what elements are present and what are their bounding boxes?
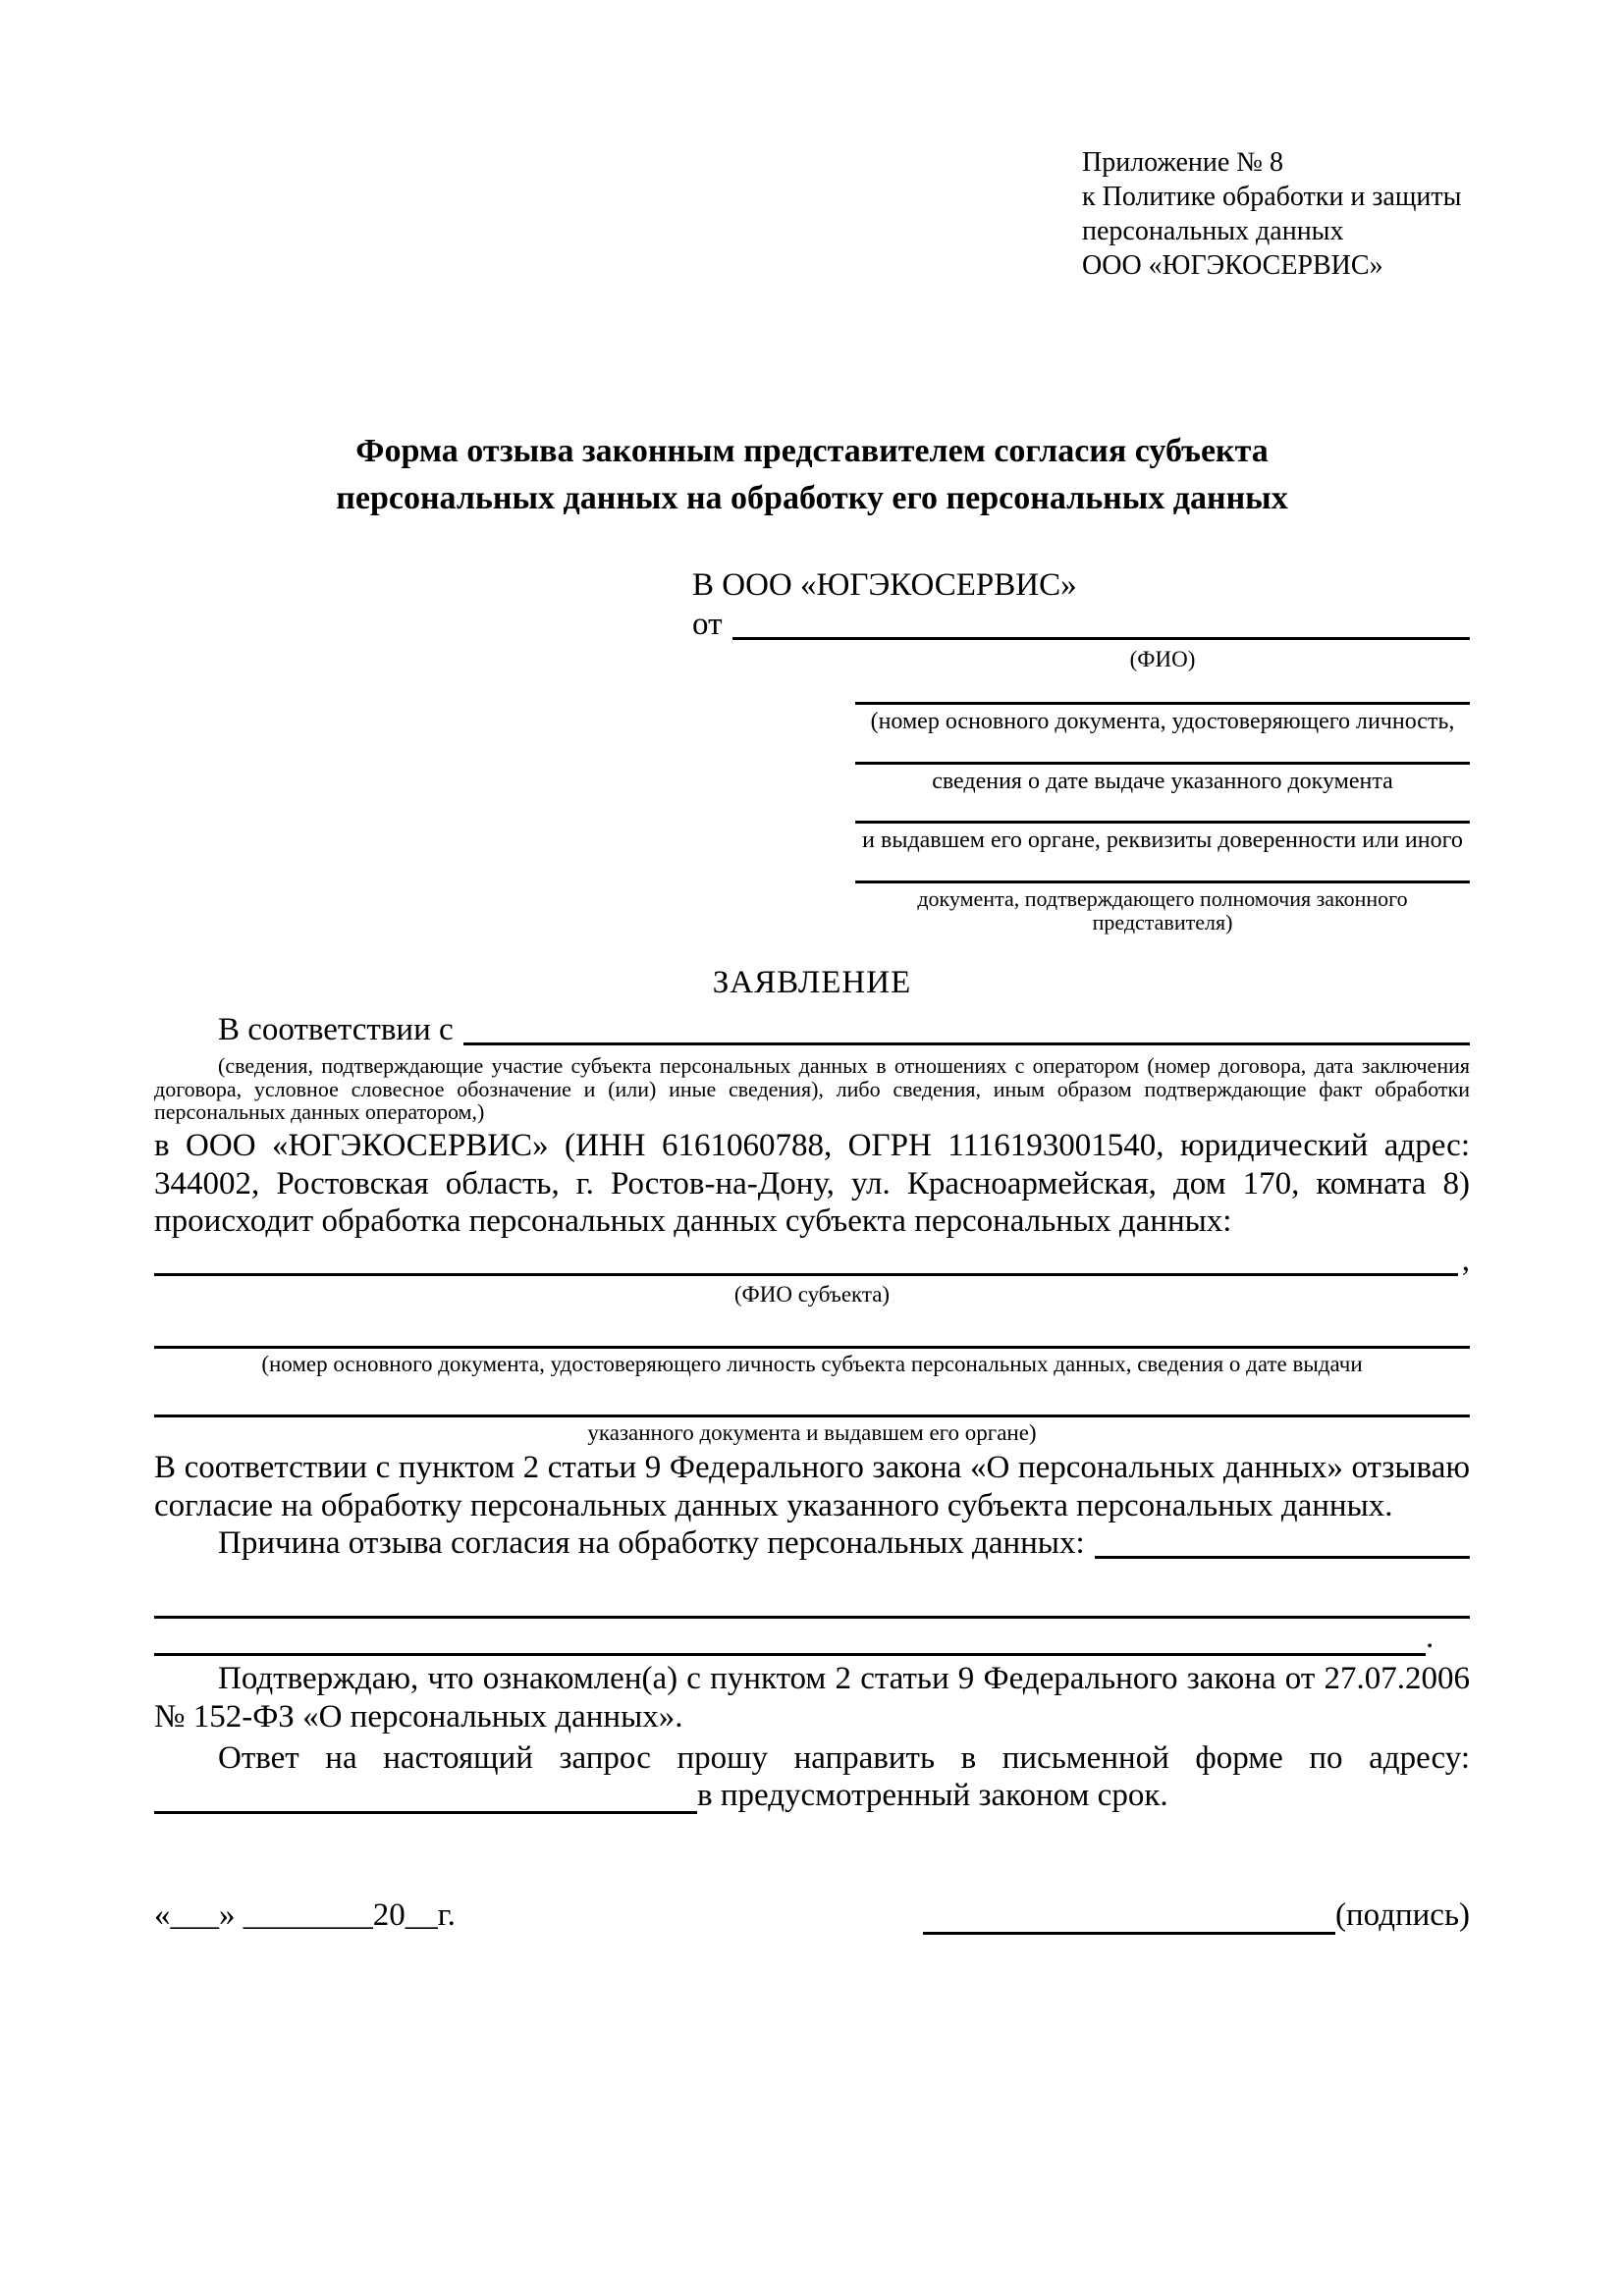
title-line-1: Форма отзыва законным представителем согласия субъекта	[355, 433, 1269, 469]
addressee-from-row	[692, 606, 1470, 643]
representative-doc-field-3[interactable]	[855, 794, 1470, 824]
confirm-paragraph: Подтверждаю, что ознакомлен(а) с пунктом 2 статьи 9 Федерального закона от 27.07.2006 № 152-ФЗ «О персональных данных».	[154, 1661, 1470, 1735]
subject-doc-caption-1: (номер основного документа, удостоверяющего личность субъекта персональных данных, сведения о дате выдачи	[261, 1351, 1363, 1376]
intro-prefix: В соответствии с	[218, 1012, 454, 1048]
subject-name-comma: ,	[1461, 1243, 1470, 1279]
reason-field-line-2[interactable]	[154, 1562, 1470, 1619]
signature-caption: (подпись)	[1335, 1897, 1470, 1934]
reason-field[interactable]	[1095, 1524, 1470, 1559]
relation-details-caption: (сведения, подтверждающие участие субъекта персональных данных в отношениях с оператором (номер договора, дата заключения договора, условное словесное обозначение и (или) иные сведения), либо сведения, иным образом подтверждающие факт обработки персональных данных оператором,)	[154, 1053, 1470, 1125]
reply-suffix: в предусмотренный законом срок.	[697, 1778, 1168, 1814]
subject-name-row	[154, 1242, 1470, 1279]
subject-doc-field-1[interactable]	[154, 1308, 1470, 1349]
date-field[interactable]: «___» ________20__г.	[154, 1897, 456, 1934]
representative-doc-block	[855, 643, 1470, 934]
signature-footer	[154, 1896, 1470, 1934]
reason-field-line-3-row	[154, 1619, 1470, 1656]
doc-caption-3: и выдавшем его органе, реквизиты доверенности или иного	[862, 828, 1463, 854]
reply-prefix: Ответ на настоящий запрос прошу направить в письменной форме по адресу:	[218, 1739, 1470, 1776]
subject-doc-caption-2: указанного документа и выдавшем его органе)	[587, 1420, 1037, 1446]
appendix-policy-line2: персональных данных	[1082, 216, 1344, 246]
intro-row	[154, 1011, 1470, 1048]
operator-paragraph: в ООО «ЮГЭКОСЕРВИС» (ИНН 6161060788, ОГРН 1116193001540, юридический адрес: 344002, Ростовская область, г. Ростов-на-Дону, ул. Красноармейская, дом 170, комната 8) происходит обработка персональных данных субъекта персональных данных:	[154, 1128, 1470, 1239]
addressee-to: В ООО «ЮГЭКОСЕРВИС»	[692, 567, 1077, 604]
reason-prefix: Причина отзыва согласия на обработку персональных данных:	[218, 1524, 1085, 1561]
reply-address-row	[154, 1777, 1470, 1814]
appendix-header	[1082, 145, 1470, 283]
reason-row	[154, 1524, 1470, 1562]
representative-doc-field-4[interactable]	[855, 854, 1470, 883]
fio-caption: (ФИО)	[1129, 647, 1196, 672]
signature-field[interactable]	[923, 1904, 1335, 1935]
addressee-block	[692, 566, 1470, 934]
representative-doc-field-1[interactable]	[855, 671, 1470, 705]
doc-caption-1: (номер основного документа, удостоверяющего личность,	[870, 709, 1455, 735]
statement-heading: ЗАЯВЛЕНИЕ	[712, 964, 912, 1000]
reply-address-field[interactable]	[154, 1784, 697, 1814]
document-title	[154, 428, 1470, 521]
representative-name-field[interactable]	[732, 606, 1471, 640]
doc-caption-2: сведения о дате выдаче указанного документа	[932, 768, 1393, 794]
doc-caption-4: документа, подтверждающего полномочия законного представителя)	[917, 885, 1408, 934]
reason-period: .	[1426, 1620, 1435, 1656]
relation-details-field[interactable]	[463, 1011, 1470, 1045]
representative-doc-field-2[interactable]	[855, 735, 1470, 765]
from-label: от	[692, 606, 723, 642]
subject-doc-field-2[interactable]	[154, 1376, 1470, 1417]
subject-name-field[interactable]	[154, 1242, 1458, 1276]
appendix-policy-line: к Политике обработки и защиты	[1082, 182, 1462, 212]
withdraw-paragraph: В соответствии с пунктом 2 статьи 9 Федерального закона «О персональных данных» отзываю согласие на обработку персональных данных указанного субъекта персональных данных.	[154, 1450, 1470, 1523]
subject-fio-caption: (ФИО субъекта)	[733, 1282, 891, 1308]
signature-group	[923, 1896, 1470, 1934]
reason-field-line-3[interactable]	[154, 1626, 1426, 1656]
title-line-2: персональных данных на обработку его персональных данных	[336, 479, 1288, 516]
appendix-company: ООО «ЮГЭКОСЕРВИС»	[1082, 250, 1383, 281]
appendix-number: Приложение № 8	[1082, 147, 1283, 178]
